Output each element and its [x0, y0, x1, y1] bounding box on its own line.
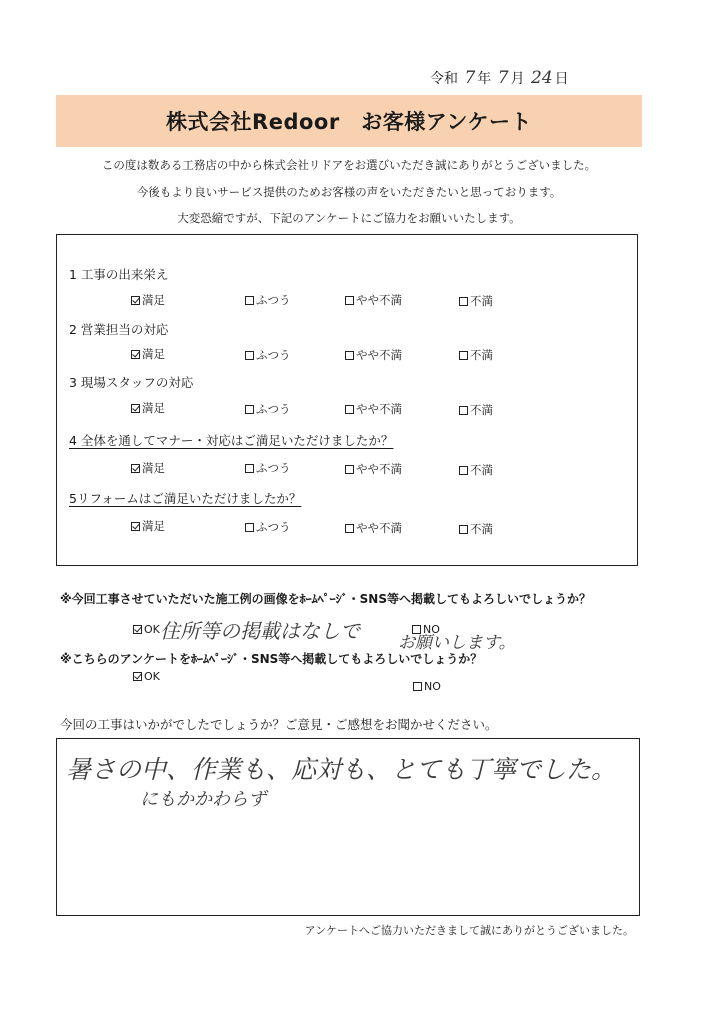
page-title: 株式会社Redoor お客様アンケート — [166, 110, 532, 134]
intro-line-1: この度は数ある工務店の中から株式会社リドアをお選びいただき誠にありがとうございました。 — [101, 158, 597, 172]
checkbox[interactable] — [459, 525, 468, 534]
q2-option-dissatisfied[interactable]: 不満 — [459, 347, 493, 363]
checkbox[interactable] — [245, 523, 254, 532]
q1-option-satisfied[interactable]: 満足 — [131, 292, 165, 308]
checkbox[interactable] — [345, 465, 354, 474]
checkbox[interactable] — [459, 297, 468, 306]
date-line — [430, 68, 569, 88]
publish-photos-question: ※今回工事させていただいた施工例の画像をﾎｰﾑﾍﾟｰｼﾞ・SNS等へ掲載してもよろしいでしょうか？ — [60, 592, 591, 606]
checkbox-checked[interactable] — [133, 625, 142, 634]
checkbox[interactable] — [245, 464, 254, 473]
closing-thanks: アンケートへご協力いただきまして誠にありがとうございました。 — [304, 924, 634, 937]
month-value: 7 — [497, 68, 509, 88]
q2-option-normal[interactable]: ふつう — [245, 347, 291, 363]
q1-option-normal[interactable]: ふつう — [245, 292, 291, 308]
intro-line-2: 今後もより良いサービス提供のためお客様の声をいただきたいと思っております。 — [136, 185, 562, 199]
q4-option-normal[interactable]: ふつう — [245, 460, 291, 476]
checkbox-checked[interactable] — [133, 672, 142, 681]
checkbox[interactable] — [459, 466, 468, 475]
checkbox[interactable] — [345, 351, 354, 360]
year-unit: 年 — [477, 71, 492, 87]
checkbox[interactable] — [459, 406, 468, 415]
q4-option-slightly-dissatisfied[interactable]: やや不満 — [345, 461, 402, 477]
year-value: 7 — [464, 68, 476, 88]
question-1-label: 1 工事の出来栄え — [69, 267, 169, 282]
checkbox-checked[interactable] — [131, 404, 140, 413]
q3-option-satisfied[interactable]: 満足 — [131, 400, 165, 416]
q2-option-satisfied[interactable]: 満足 — [131, 346, 165, 362]
handwritten-comment-line-1: 暑さの中、作業も、応対も、とても丁寧でした。 — [66, 755, 617, 784]
checkbox-checked[interactable] — [131, 464, 140, 473]
comment-question: 今回の工事はいかがでしたでしょうか？ご意見・ご感想をお聞かせください。 — [60, 717, 498, 732]
q3-option-normal[interactable]: ふつう — [245, 401, 291, 417]
q3-option-dissatisfied[interactable]: 不満 — [459, 402, 493, 418]
q5-option-satisfied[interactable]: 満足 — [131, 518, 165, 534]
day-unit: 日 — [554, 71, 569, 87]
question-4-label: 4 全体を通してマナー・対応はご満足いただけましたか？ — [69, 433, 394, 448]
intro-line-3: 大変恐縮ですが、下記のアンケートにご協力をお願いいたします。 — [177, 211, 521, 225]
checkbox-checked[interactable] — [131, 350, 140, 359]
checkbox[interactable] — [345, 296, 354, 305]
q4-option-satisfied[interactable]: 満足 — [131, 460, 165, 476]
checkbox[interactable] — [345, 405, 354, 414]
q1-option-slightly-dissatisfied[interactable]: やや不満 — [345, 292, 402, 308]
handwritten-note-request: お願いします。 — [398, 633, 516, 653]
q5-option-dissatisfied[interactable]: 不満 — [459, 521, 493, 537]
checkbox[interactable] — [345, 524, 354, 533]
checkbox[interactable] — [413, 682, 422, 691]
question-2-label: 2 営業担当の対応 — [69, 322, 169, 337]
question-5-label: 5リフォームはご満足いただけましたか？ — [69, 491, 302, 506]
month-unit: 月 — [510, 71, 525, 87]
publish-photos-ok[interactable]: OK — [133, 623, 160, 636]
publish-survey-question: ※こちらのアンケートをﾎｰﾑﾍﾟｰｼﾞ・SNS等へ掲載してもよろしいでしょうか？ — [60, 652, 483, 666]
question-3-label: 3 現場スタッフの対応 — [69, 375, 194, 390]
checkbox[interactable] — [245, 296, 254, 305]
handwritten-note-address: 住所等の掲載はなしで — [160, 619, 360, 643]
handwritten-comment-line-2: にもかかわらず — [140, 789, 266, 810]
day-value: 24 — [531, 68, 553, 88]
era-label: 令和 — [430, 71, 458, 87]
checkbox[interactable] — [459, 351, 468, 360]
publish-survey-no[interactable]: NO — [413, 680, 441, 693]
q3-option-slightly-dissatisfied[interactable]: やや不満 — [345, 401, 402, 417]
title-banner — [56, 95, 642, 147]
checkbox-checked[interactable] — [131, 522, 140, 531]
checkbox-checked[interactable] — [131, 296, 140, 305]
q1-option-dissatisfied[interactable]: 不満 — [459, 293, 493, 309]
checkbox[interactable] — [245, 405, 254, 414]
publish-photos-no[interactable]: NO — [412, 623, 440, 636]
publish-survey-ok[interactable]: OK — [133, 670, 160, 683]
q5-option-normal[interactable]: ふつう — [245, 519, 291, 535]
checkbox[interactable] — [245, 351, 254, 360]
q2-option-slightly-dissatisfied[interactable]: やや不満 — [345, 347, 402, 363]
q4-option-dissatisfied[interactable]: 不満 — [459, 462, 493, 478]
q5-option-slightly-dissatisfied[interactable]: やや不満 — [345, 520, 402, 536]
